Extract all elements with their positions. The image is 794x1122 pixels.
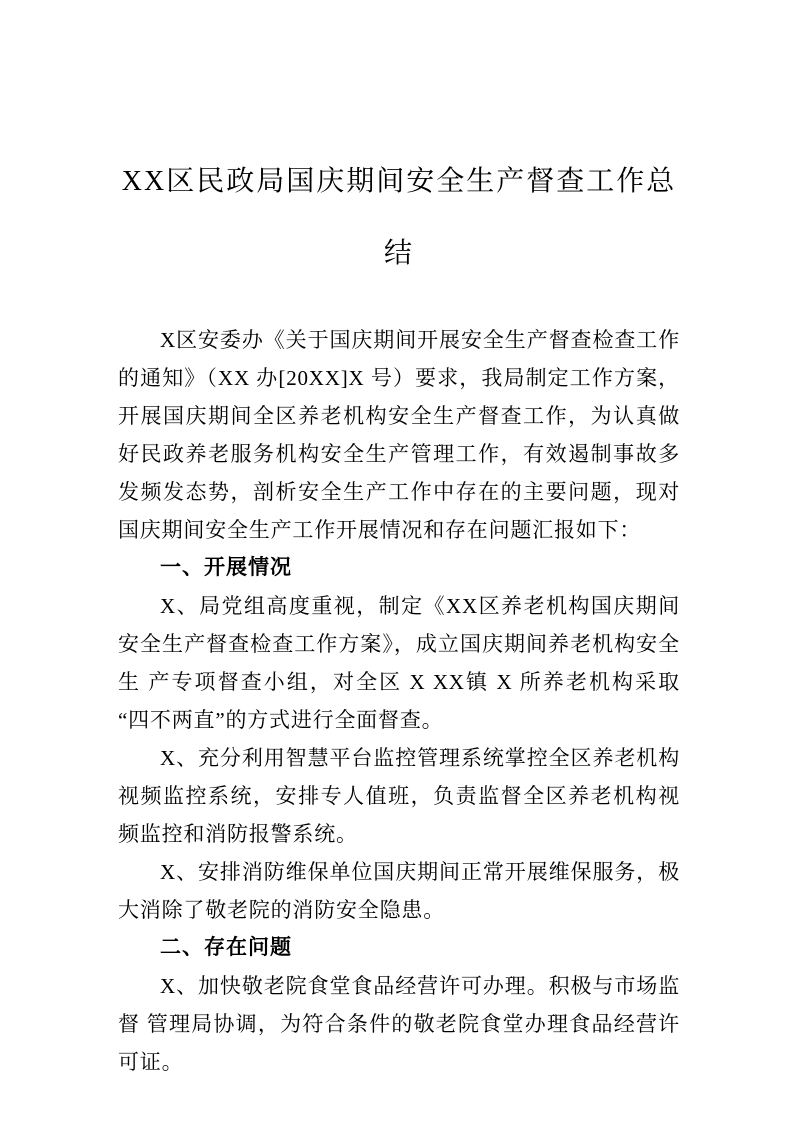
section-heading-2: 二、存在问题 [160, 936, 292, 959]
section-1-paragraph-2: X、充分利用智慧平台监控管理系统掌控全区养老机构视频监控系统，安排专人值班，负责监督全区养老机构视频监控和消防报警系统。 [118, 746, 680, 846]
document-body [118, 321, 680, 1081]
document-title-line-2: 结 [383, 238, 414, 269]
section-1-paragraph-3: X、安排消防维保单位国庆期间正常开展维保服务，极大消除了敬老院的消防安全隐患。 [118, 860, 680, 922]
section-heading-1: 一、开展情况 [160, 556, 292, 579]
document-title-line-1: XX区民政局国庆期间安全生产督查工作总 [121, 166, 677, 197]
section-1-paragraph-1: X、局党组高度重视，制定《XX区养老机构国庆期间安全生产督查检查工作方案》，成立国庆期间养老机构安全生 产专项督查小组，对全区 X XX镇 X 所养老机构采取“四不两直”的方式进行全面督查。 [118, 594, 680, 732]
document-title [118, 146, 680, 290]
intro-paragraph: X区安委办《关于国庆期间开展安全生产督查检查工作的通知》（XX 办[20XX]X 号）要求，我局制定工作方案， 开展国庆期间全区养老机构安全生产督查工作，为认真做好民政养老服务机构安全生产管理工作，有效遏制事故多发频发态势，剖析安全生产工作中存在的主要问题，现对国庆期间安全生产工作开展情况和存在问题汇报如下： [118, 328, 680, 542]
section-2-paragraph-1: X、加快敬老院食堂食品经营许可办理。积极与市场监督 管理局协调，为符合条件的敬老院食堂办理食品经营许可证。 [118, 974, 680, 1074]
